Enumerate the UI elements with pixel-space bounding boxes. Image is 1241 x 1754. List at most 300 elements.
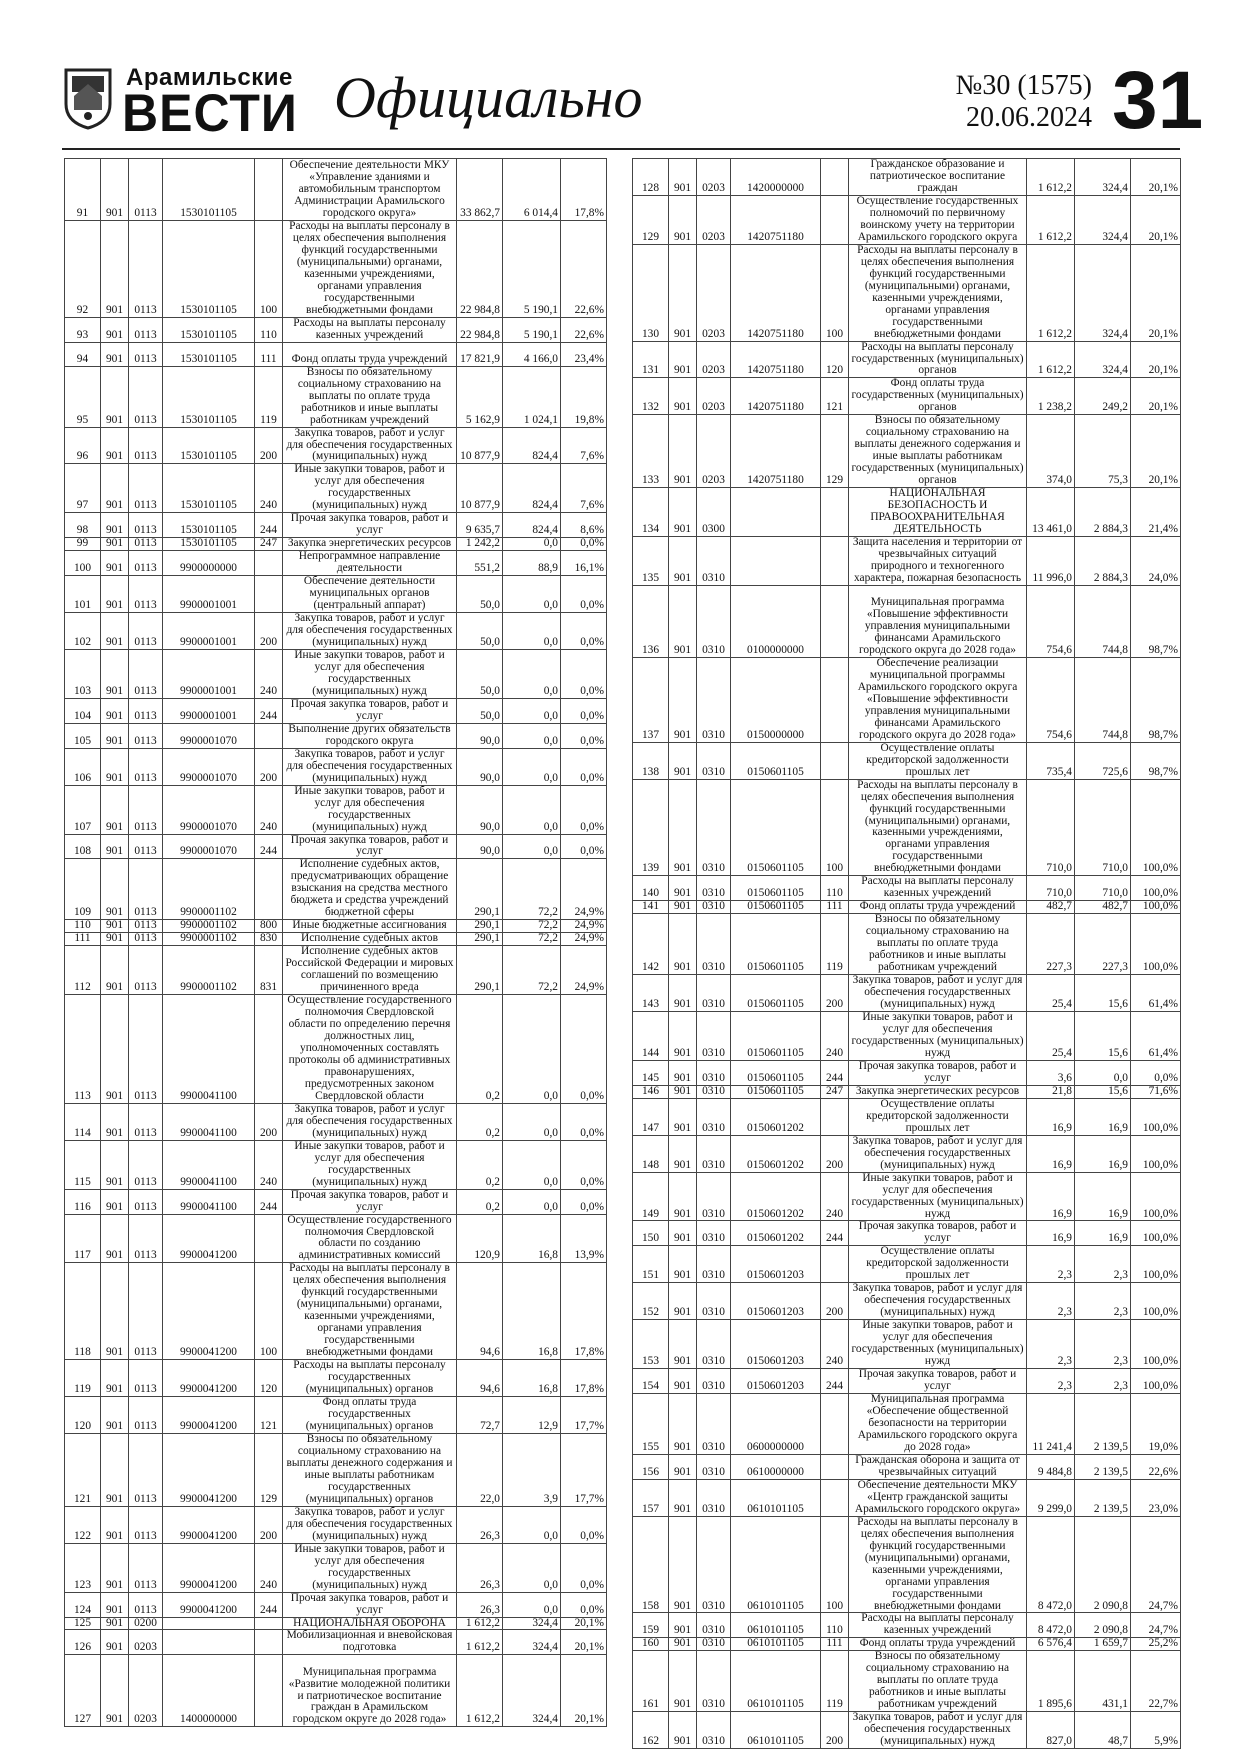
item-description: Закупка товаров, работ и услуг для обеспечения государственных (муниципальных) нужд: [283, 613, 457, 650]
section-code: 0310: [697, 1651, 731, 1712]
item-description: НАЦИОНАЛЬНАЯ ОБОРОНА: [283, 1617, 457, 1630]
row-number: 153: [633, 1320, 669, 1369]
planned-amount: 11 241,4: [1027, 1394, 1075, 1455]
executed-amount: 0,0: [503, 723, 561, 748]
planned-amount: 2,3: [1027, 1369, 1075, 1394]
executed-amount: 0,0: [503, 834, 561, 859]
row-number: 110: [65, 920, 101, 933]
expense-type-code: [255, 1655, 283, 1727]
table-row: [65, 317, 607, 342]
planned-amount: 0,2: [457, 1189, 503, 1214]
item-description: Закупка товаров, работ и услуг для обеспечения государственных (муниципальных) нужд: [283, 748, 457, 785]
executed-amount: 2,3: [1075, 1320, 1131, 1369]
expense-type-code: [821, 1454, 849, 1479]
issue-info: [882, 70, 1092, 134]
planned-amount: 11 996,0: [1027, 537, 1075, 586]
target-code: 9900001102: [163, 920, 255, 933]
grbs-code: 901: [101, 427, 129, 464]
table-row: [65, 946, 607, 995]
item-description: Расходы на выплаты персоналу казенных учреждений: [849, 1613, 1027, 1638]
grbs-code: 901: [669, 1320, 697, 1369]
section-code: 0310: [697, 1085, 731, 1098]
target-code: 9900041100: [163, 1103, 255, 1140]
expense-type-code: 831: [255, 946, 283, 995]
table-row: [65, 366, 607, 427]
executed-amount: 72,2: [503, 859, 561, 920]
table-row: [633, 341, 1181, 378]
execution-percent: 24,9%: [561, 933, 607, 946]
section-code: 0300: [697, 488, 731, 537]
row-number: 146: [633, 1085, 669, 1098]
row-number: 95: [65, 366, 101, 427]
execution-percent: 100,0%: [1131, 1135, 1181, 1172]
grbs-code: 901: [669, 341, 697, 378]
executed-amount: 75,3: [1075, 415, 1131, 488]
item-description: Прочая закупка товаров, работ и услуг: [283, 513, 457, 538]
executed-amount: 324,4: [503, 1617, 561, 1630]
execution-percent: 23,0%: [1131, 1479, 1181, 1516]
row-number: 147: [633, 1098, 669, 1135]
section-code: 0113: [129, 342, 163, 366]
planned-amount: 2,3: [1027, 1320, 1075, 1369]
section-code: 0113: [129, 946, 163, 995]
expense-type-code: [821, 585, 849, 657]
expense-type-code: 110: [255, 317, 283, 342]
planned-amount: 1 612,2: [1027, 195, 1075, 244]
execution-percent: 20,1%: [1131, 244, 1181, 341]
row-number: 118: [65, 1263, 101, 1360]
planned-amount: 50,0: [457, 613, 503, 650]
item-description: Закупка товаров, работ и услуг для обеспечения государственных (муниципальных) нужд: [283, 1103, 457, 1140]
row-number: 132: [633, 378, 669, 415]
execution-percent: 98,7%: [1131, 742, 1181, 779]
expense-type-code: 244: [821, 1221, 849, 1246]
row-number: 128: [633, 159, 669, 196]
grbs-code: 901: [669, 1651, 697, 1712]
expense-type-code: 244: [255, 1189, 283, 1214]
table-row: [633, 378, 1181, 415]
expense-type-code: [821, 195, 849, 244]
item-description: Иные закупки товаров, работ и услуг для обеспечения государственных (муниципальных) нужд: [283, 1543, 457, 1592]
expense-type-code: [821, 1394, 849, 1455]
section-code: 0310: [697, 537, 731, 586]
planned-amount: 1 612,2: [1027, 244, 1075, 341]
executed-amount: 16,9: [1075, 1135, 1131, 1172]
grbs-code: 901: [101, 1630, 129, 1655]
execution-percent: 20,1%: [561, 1655, 607, 1727]
table-row: [65, 859, 607, 920]
item-description: Обеспечение деятельности МКУ «Центр гражданской защиты Арамильского городского округа»: [849, 1479, 1027, 1516]
execution-percent: 22,6%: [561, 317, 607, 342]
expense-type-code: [821, 488, 849, 537]
target-code: 9900041100: [163, 1189, 255, 1214]
expense-type-code: 119: [821, 914, 849, 975]
target-code: 0150601105: [731, 779, 821, 876]
item-description: Осуществление оплаты кредиторской задолженности прошлых лет: [849, 1098, 1027, 1135]
grbs-code: 901: [101, 366, 129, 427]
expense-type-code: 800: [255, 920, 283, 933]
item-description: Фонд оплаты труда государственных (муниципальных) органов: [283, 1397, 457, 1434]
expense-type-code: 200: [255, 748, 283, 785]
table-row: [65, 1592, 607, 1617]
table-row: [633, 1613, 1181, 1638]
expense-type-code: 119: [255, 366, 283, 427]
target-code: 0150601203: [731, 1246, 821, 1283]
execution-percent: 0,0%: [561, 748, 607, 785]
table-row: [633, 657, 1181, 742]
table-row: [65, 538, 607, 551]
planned-amount: 25,4: [1027, 975, 1075, 1012]
expense-type-code: [255, 995, 283, 1104]
item-description: Непрограммное направление деятельности: [283, 551, 457, 576]
target-code: 0610101105: [731, 1638, 821, 1651]
expense-type-code: [255, 1630, 283, 1655]
item-description: Закупка энергетических ресурсов: [283, 538, 457, 551]
row-number: 98: [65, 513, 101, 538]
executed-amount: 48,7: [1075, 1712, 1131, 1749]
table-row: [65, 159, 607, 221]
target-code: 0610101105: [731, 1613, 821, 1638]
row-number: 123: [65, 1543, 101, 1592]
row-number: 124: [65, 1592, 101, 1617]
section-code: 0310: [697, 1454, 731, 1479]
table-row: [65, 723, 607, 748]
grbs-code: 901: [669, 415, 697, 488]
planned-amount: 827,0: [1027, 1712, 1075, 1749]
execution-percent: 0,0%: [561, 613, 607, 650]
grbs-code: 901: [101, 933, 129, 946]
target-code: 0150601203: [731, 1283, 821, 1320]
table-row: [633, 1369, 1181, 1394]
row-number: 106: [65, 748, 101, 785]
row-number: 145: [633, 1060, 669, 1085]
table-row: [633, 1060, 1181, 1085]
header-rule: [62, 148, 1180, 150]
executed-amount: 0,0: [503, 1103, 561, 1140]
executed-amount: 72,2: [503, 946, 561, 995]
expense-type-code: 244: [255, 834, 283, 859]
target-code: 0150601105: [731, 1085, 821, 1098]
execution-percent: 100,0%: [1131, 1172, 1181, 1221]
execution-percent: 0,0%: [561, 538, 607, 551]
execution-percent: 20,1%: [1131, 378, 1181, 415]
executed-amount: 1 024,1: [503, 366, 561, 427]
section-title: Официально: [334, 65, 643, 130]
section-code: 0310: [697, 779, 731, 876]
planned-amount: 16,9: [1027, 1135, 1075, 1172]
planned-amount: 120,9: [457, 1214, 503, 1263]
executed-amount: 12,9: [503, 1397, 561, 1434]
planned-amount: 22 984,8: [457, 317, 503, 342]
planned-amount: 1 238,2: [1027, 378, 1075, 415]
execution-percent: 100,0%: [1131, 779, 1181, 876]
table-row: [65, 1397, 607, 1434]
expense-type-code: 100: [821, 1516, 849, 1613]
table-row: [65, 785, 607, 834]
planned-amount: 290,1: [457, 946, 503, 995]
expense-type-code: [821, 1098, 849, 1135]
section-code: 0310: [697, 1320, 731, 1369]
executed-amount: 2,3: [1075, 1246, 1131, 1283]
execution-percent: 22,7%: [1131, 1651, 1181, 1712]
planned-amount: 26,3: [457, 1592, 503, 1617]
table-row: [65, 1617, 607, 1630]
item-description: Прочая закупка товаров, работ и услуг: [849, 1369, 1027, 1394]
section-code: 0113: [129, 613, 163, 650]
expense-type-code: 200: [255, 1506, 283, 1543]
item-description: Муниципальная программа «Повышение эффективности управления муниципальными финансами Арамильского городского округа до 2028 года»: [849, 585, 1027, 657]
expense-type-code: [821, 537, 849, 586]
row-number: 104: [65, 698, 101, 723]
item-description: Фонд оплаты труда учреждений: [283, 342, 457, 366]
execution-percent: 0,0%: [561, 1140, 607, 1189]
target-code: 0610101105: [731, 1516, 821, 1613]
table-row: [65, 464, 607, 513]
target-code: 1530101105: [163, 159, 255, 221]
planned-amount: 1 895,6: [1027, 1651, 1075, 1712]
table-row: [65, 1103, 607, 1140]
row-number: 92: [65, 221, 101, 318]
execution-percent: 20,1%: [561, 1617, 607, 1630]
planned-amount: 10 877,9: [457, 427, 503, 464]
expense-type-code: 110: [821, 1613, 849, 1638]
executed-amount: 431,1: [1075, 1651, 1131, 1712]
row-number: 102: [65, 613, 101, 650]
execution-percent: 17,8%: [561, 1360, 607, 1397]
item-description: Исполнение судебных актов: [283, 933, 457, 946]
execution-percent: 0,0%: [1131, 1060, 1181, 1085]
section-code: 0310: [697, 1638, 731, 1651]
execution-percent: 100,0%: [1131, 1098, 1181, 1135]
grbs-code: 901: [101, 946, 129, 995]
executed-amount: 249,2: [1075, 378, 1131, 415]
grbs-code: 901: [669, 1135, 697, 1172]
row-number: 150: [633, 1221, 669, 1246]
planned-amount: 90,0: [457, 834, 503, 859]
executed-amount: 5 190,1: [503, 317, 561, 342]
section-code: 0113: [129, 464, 163, 513]
item-description: Прочая закупка товаров, работ и услуг: [849, 1060, 1027, 1085]
row-number: 126: [65, 1630, 101, 1655]
item-description: Взносы по обязательному социальному страхованию на выплаты денежного содержания и иные выплаты работникам государственных (муниципальных) органов: [849, 415, 1027, 488]
expense-type-code: 240: [255, 1140, 283, 1189]
table-row: [65, 649, 607, 698]
row-number: 130: [633, 244, 669, 341]
table-row: [65, 551, 607, 576]
executed-amount: 0,0: [503, 785, 561, 834]
row-number: 155: [633, 1394, 669, 1455]
target-code: 9900001102: [163, 933, 255, 946]
expense-type-code: [821, 1246, 849, 1283]
executed-amount: 0,0: [503, 649, 561, 698]
item-description: НАЦИОНАЛЬНАЯ БЕЗОПАСНОСТЬ И ПРАВООХРАНИТЕЛЬНАЯ ДЕЯТЕЛЬНОСТЬ: [849, 488, 1027, 537]
section-code: 0203: [697, 415, 731, 488]
row-number: 113: [65, 995, 101, 1104]
executed-amount: 0,0: [503, 698, 561, 723]
target-code: 0150601203: [731, 1369, 821, 1394]
item-description: Гражданское образование и патриотическое воспитание граждан: [849, 159, 1027, 196]
row-number: 129: [633, 195, 669, 244]
table-row: [65, 1214, 607, 1263]
row-number: 94: [65, 342, 101, 366]
execution-percent: 100,0%: [1131, 1369, 1181, 1394]
planned-amount: 0,2: [457, 995, 503, 1104]
expense-type-code: 100: [821, 779, 849, 876]
expense-type-code: 120: [821, 341, 849, 378]
table-row: [65, 1630, 607, 1655]
execution-percent: 5,9%: [1131, 1712, 1181, 1749]
section-code: 0113: [129, 834, 163, 859]
grbs-code: 901: [669, 1012, 697, 1061]
row-number: 142: [633, 914, 669, 975]
grbs-code: 901: [669, 1060, 697, 1085]
table-row: [633, 1283, 1181, 1320]
executed-amount: 5 190,1: [503, 221, 561, 318]
executed-amount: 2 139,5: [1075, 1394, 1131, 1455]
expense-type-code: 121: [255, 1397, 283, 1434]
target-code: 1530101105: [163, 342, 255, 366]
executed-amount: 72,2: [503, 920, 561, 933]
row-number: 91: [65, 159, 101, 221]
expense-type-code: 247: [255, 538, 283, 551]
expense-type-code: 830: [255, 933, 283, 946]
page-number: 31: [1112, 55, 1204, 146]
target-code: 1530101105: [163, 366, 255, 427]
section-code: 0113: [129, 920, 163, 933]
item-description: Расходы на выплаты персоналу государственных (муниципальных) органов: [283, 1360, 457, 1397]
expense-type-code: 100: [821, 244, 849, 341]
execution-percent: 22,6%: [1131, 1454, 1181, 1479]
expense-type-code: 200: [821, 1712, 849, 1749]
target-code: 0150601202: [731, 1221, 821, 1246]
grbs-code: 901: [101, 723, 129, 748]
target-code: 9900041200: [163, 1397, 255, 1434]
row-number: 127: [65, 1655, 101, 1727]
table-row: [633, 537, 1181, 586]
section-code: 0203: [697, 341, 731, 378]
item-description: Муниципальная программа «Обеспечение общественной безопасности на территории Арамильского городского округа до 2028 года»: [849, 1394, 1027, 1455]
planned-amount: 22,0: [457, 1433, 503, 1506]
planned-amount: 754,6: [1027, 585, 1075, 657]
expense-type-code: [255, 859, 283, 920]
section-code: 0310: [697, 1712, 731, 1749]
section-code: 0310: [697, 1283, 731, 1320]
section-code: 0113: [129, 1433, 163, 1506]
table-row: [65, 1189, 607, 1214]
section-code: 0113: [129, 649, 163, 698]
row-number: 134: [633, 488, 669, 537]
item-description: Расходы на выплаты персоналу в целях обеспечения выполнения функций государственными (муниципальными) органами, казенными учреждениями, органами управления государственными внебюджетными фондами: [849, 779, 1027, 876]
table-row: [65, 920, 607, 933]
expense-type-code: [821, 657, 849, 742]
item-description: Прочая закупка товаров, работ и услуг: [283, 698, 457, 723]
grbs-code: 901: [669, 901, 697, 914]
section-code: 0113: [129, 221, 163, 318]
table-row: [65, 1140, 607, 1189]
row-number: 151: [633, 1246, 669, 1283]
target-code: 9900041200: [163, 1360, 255, 1397]
row-number: 108: [65, 834, 101, 859]
item-description: Иные закупки товаров, работ и услуг для обеспечения государственных (муниципальных) нужд: [283, 649, 457, 698]
target-code: 9900041200: [163, 1592, 255, 1617]
grbs-code: 901: [101, 317, 129, 342]
expense-type-code: 244: [255, 513, 283, 538]
section-code: 0113: [129, 785, 163, 834]
section-code: 0113: [129, 159, 163, 221]
planned-amount: 1 612,2: [457, 1655, 503, 1727]
section-code: 0113: [129, 1360, 163, 1397]
section-code: 0310: [697, 1613, 731, 1638]
row-number: 122: [65, 1506, 101, 1543]
execution-percent: 98,7%: [1131, 657, 1181, 742]
row-number: 135: [633, 537, 669, 586]
target-code: 9900001070: [163, 785, 255, 834]
execution-percent: 0,0%: [561, 576, 607, 613]
table-row: [633, 1651, 1181, 1712]
grbs-code: 901: [101, 1543, 129, 1592]
planned-amount: 94,6: [457, 1360, 503, 1397]
section-code: 0310: [697, 876, 731, 901]
row-number: 133: [633, 415, 669, 488]
table-row: [633, 779, 1181, 876]
item-description: Расходы на выплаты персоналу государственных (муниципальных) органов: [849, 341, 1027, 378]
planned-amount: 710,0: [1027, 779, 1075, 876]
execution-percent: 24,7%: [1131, 1516, 1181, 1613]
planned-amount: 33 862,7: [457, 159, 503, 221]
item-description: Осуществление государственного полномочия Свердловской области по определению перечня должностных лиц, уполномоченных составлять протоколы об административных правонарушениях, предусмотренных законом Свердловской области: [283, 995, 457, 1104]
executed-amount: 0,0: [503, 1140, 561, 1189]
section-code: 0310: [697, 975, 731, 1012]
section-code: 0310: [697, 1012, 731, 1061]
item-description: Фонд оплаты труда учреждений: [849, 1638, 1027, 1651]
execution-percent: 17,8%: [561, 159, 607, 221]
planned-amount: 1 612,2: [457, 1617, 503, 1630]
row-number: 117: [65, 1214, 101, 1263]
row-number: 105: [65, 723, 101, 748]
target-code: 0610101105: [731, 1479, 821, 1516]
table-row: [65, 1655, 607, 1727]
grbs-code: 901: [101, 464, 129, 513]
expense-type-code: [255, 159, 283, 221]
target-code: 1420751180: [731, 415, 821, 488]
target-code: 1420751180: [731, 244, 821, 341]
table-row: [633, 488, 1181, 537]
executed-amount: 482,7: [1075, 901, 1131, 914]
table-row: [633, 742, 1181, 779]
section-code: 0310: [697, 1172, 731, 1221]
newspaper-logo[interactable]: [62, 60, 298, 143]
table-row: [633, 1454, 1181, 1479]
item-description: Иные закупки товаров, работ и услуг для обеспечения государственных (муниципальных) нужд: [849, 1012, 1027, 1061]
logo-top-text: Арамильские: [126, 64, 293, 91]
grbs-code: 901: [101, 342, 129, 366]
grbs-code: 901: [101, 221, 129, 318]
section-code: 0203: [697, 195, 731, 244]
row-number: 114: [65, 1103, 101, 1140]
target-code: 9900001001: [163, 576, 255, 613]
executed-amount: 324,4: [1075, 159, 1131, 196]
row-number: 158: [633, 1516, 669, 1613]
row-number: 141: [633, 901, 669, 914]
grbs-code: 901: [101, 551, 129, 576]
grbs-code: 901: [669, 1369, 697, 1394]
city-crest-icon: [62, 66, 114, 130]
section-code: 0310: [697, 1479, 731, 1516]
section-code: 0310: [697, 1516, 731, 1613]
item-description: Прочая закупка товаров, работ и услуг: [283, 1189, 457, 1214]
planned-amount: 16,9: [1027, 1221, 1075, 1246]
executed-amount: 3,9: [503, 1433, 561, 1506]
